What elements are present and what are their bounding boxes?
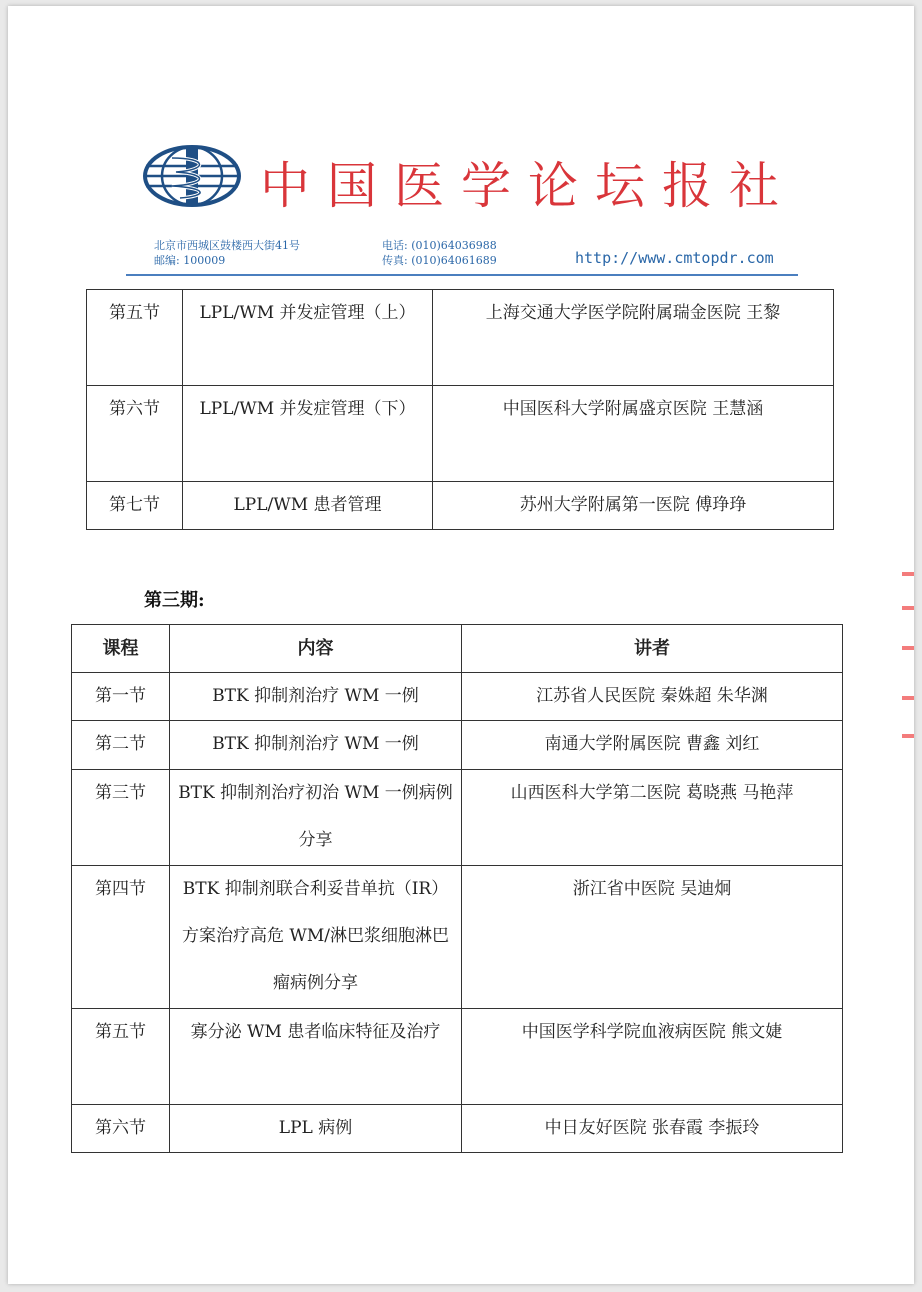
speaker-cell: 中日友好医院 张春霞 李振玲 — [462, 1105, 843, 1153]
speaker-cell: 江苏省人民医院 秦姝超 朱华渊 — [462, 673, 843, 721]
letterhead — [8, 6, 914, 286]
section-cell: 第五节 — [87, 290, 183, 386]
content-cell: BTK 抑制剂治疗 WM 一例 — [170, 673, 462, 721]
table-row — [72, 673, 843, 721]
table-row — [72, 721, 843, 770]
seal-edge-mark — [902, 696, 914, 700]
content-cell: BTK 抑制剂联合利妥昔单抗（IR）方案治疗高危 WM/淋巴浆细胞淋巴瘤病例分享 — [170, 866, 462, 1009]
table-row — [72, 866, 843, 1009]
session3-table — [71, 624, 843, 1153]
speaker-cell: 上海交通大学医学院附属瑞金医院 王黎 — [433, 290, 834, 386]
course-header: 课程 — [72, 625, 170, 673]
speaker-cell: 中国医科大学附属盛京医院 王慧涵 — [433, 386, 834, 482]
table-row — [72, 770, 843, 866]
speaker-header: 讲者 — [462, 625, 843, 673]
address-line: 北京市西城区鼓楼西大街41号 — [154, 239, 300, 252]
table-row — [87, 482, 834, 530]
table-row — [87, 290, 834, 386]
table-row — [87, 386, 834, 482]
speaker-cell: 苏州大学附属第一医院 傅琤琤 — [433, 482, 834, 530]
seal-edge-mark — [902, 572, 914, 576]
section-cell: 第四节 — [72, 866, 170, 1009]
session3-title: 第三期: — [144, 590, 205, 611]
content-cell: 寡分泌 WM 患者临床特征及治疗 — [170, 1009, 462, 1105]
org-name: 中国医学论坛报社 — [260, 157, 796, 215]
content-cell: BTK 抑制剂治疗 WM 一例 — [170, 721, 462, 770]
content-header: 内容 — [170, 625, 462, 673]
globe-caduceus-logo-icon — [142, 144, 242, 208]
phone-block — [382, 238, 497, 268]
session2-continued-table — [86, 289, 834, 530]
speaker-cell: 浙江省中医院 吴迪炯 — [462, 866, 843, 1009]
section-cell: 第六节 — [72, 1105, 170, 1153]
section-cell: 第三节 — [72, 770, 170, 866]
content-cell: BTK 抑制剂治疗初治 WM 一例病例分享 — [170, 770, 462, 866]
header-divider — [126, 274, 798, 276]
section-cell: 第五节 — [72, 1009, 170, 1105]
content-cell: LPL 病例 — [170, 1105, 462, 1153]
postcode-line: 邮编: 100009 — [154, 254, 226, 267]
section-cell: 第一节 — [72, 673, 170, 721]
document-page — [8, 6, 914, 1284]
fax-line: 传真: (010)64061689 — [382, 254, 497, 267]
section-cell: 第六节 — [87, 386, 183, 482]
website-link[interactable]: http://www.cmtopdr.com — [575, 249, 774, 267]
table-row — [72, 1105, 843, 1153]
speaker-cell: 山西医科大学第二医院 葛晓燕 马艳萍 — [462, 770, 843, 866]
seal-edge-mark — [902, 606, 914, 610]
phone-line: 电话: (010)64036988 — [382, 239, 497, 252]
speaker-cell: 南通大学附属医院 曹鑫 刘红 — [462, 721, 843, 770]
address-block — [154, 238, 300, 268]
content-cell: LPL/WM 并发症管理（下） — [183, 386, 433, 482]
table-header-row — [72, 625, 843, 673]
content-cell: LPL/WM 患者管理 — [183, 482, 433, 530]
speaker-cell: 中国医学科学院血液病医院 熊文婕 — [462, 1009, 843, 1105]
section-cell: 第二节 — [72, 721, 170, 770]
table-row — [72, 1009, 843, 1105]
content-cell: LPL/WM 并发症管理（上） — [183, 290, 433, 386]
section-cell: 第七节 — [87, 482, 183, 530]
seal-edge-mark — [902, 734, 914, 738]
seal-edge-mark — [902, 646, 914, 650]
